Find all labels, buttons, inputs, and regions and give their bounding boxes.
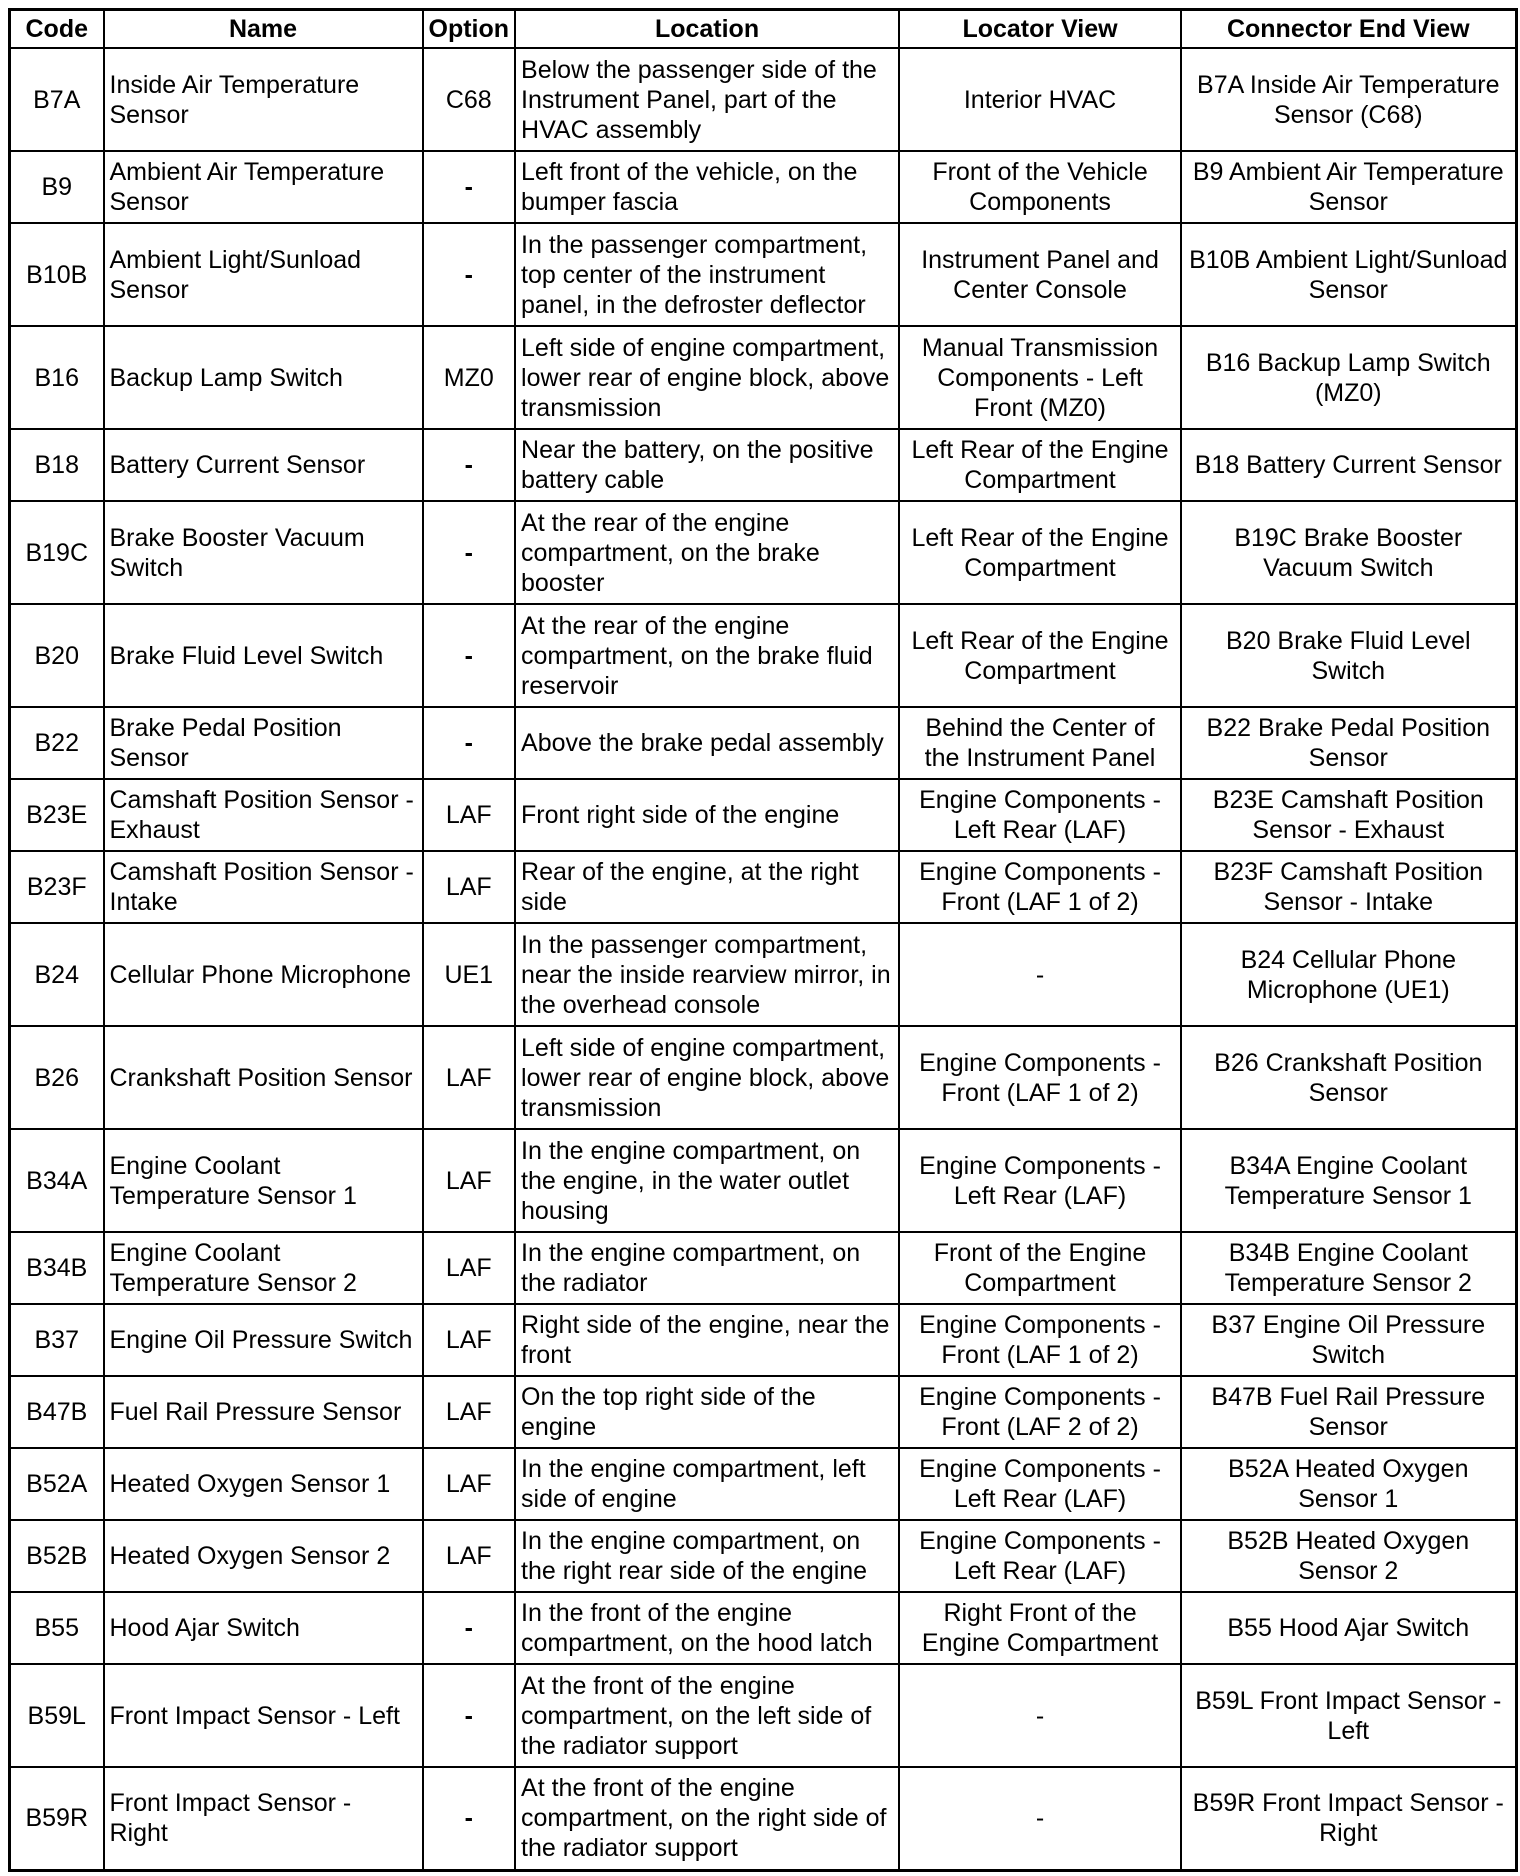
cell-code: B47B [10, 1376, 104, 1448]
cell-location: In the engine compartment, on the right rear side of the engine [515, 1520, 899, 1592]
cell-code: B52B [10, 1520, 104, 1592]
table-row [10, 1592, 1517, 1664]
header-name: Name [104, 10, 423, 49]
cell-location: At the rear of the engine compartment, on the brake fluid reservoir [515, 604, 899, 707]
cell-connector-end-view: B59R Front Impact Sensor - Right [1181, 1767, 1516, 1870]
cell-name: Camshaft Position Sensor - Exhaust [104, 779, 423, 851]
cell-connector-end-view: B34A Engine Coolant Temperature Sensor 1 [1181, 1129, 1516, 1232]
table-row [10, 1520, 1517, 1592]
cell-location: Below the passenger side of the Instrument Panel, part of the HVAC assembly [515, 48, 899, 151]
cell-location: In the passenger compartment, near the inside rearview mirror, in the overhead console [515, 923, 899, 1026]
cell-location: On the top right side of the engine [515, 1376, 899, 1448]
cell-connector-end-view: B52A Heated Oxygen Sensor 1 [1181, 1448, 1516, 1520]
table-row [10, 429, 1517, 501]
cell-location: Rear of the engine, at the right side [515, 851, 899, 923]
table-row [10, 223, 1517, 326]
cell-locator-view: Manual Transmission Components - Left Front (MZ0) [899, 326, 1181, 429]
cell-option: UE1 [423, 923, 516, 1026]
cell-location: In the engine compartment, on the radiator [515, 1232, 899, 1304]
cell-connector-end-view: B47B Fuel Rail Pressure Sensor [1181, 1376, 1516, 1448]
cell-option: LAF [423, 1520, 516, 1592]
cell-option: LAF [423, 1376, 516, 1448]
cell-location: In the front of the engine compartment, on the hood latch [515, 1592, 899, 1664]
table-row [10, 604, 1517, 707]
cell-locator-view: Engine Components - Front (LAF 1 of 2) [899, 1304, 1181, 1376]
table-row [10, 1026, 1517, 1129]
cell-name: Cellular Phone Microphone [104, 923, 423, 1026]
cell-option: - [423, 1664, 516, 1767]
cell-name: Hood Ajar Switch [104, 1592, 423, 1664]
header-option: Option [423, 10, 516, 49]
table-row [10, 1664, 1517, 1767]
cell-name: Camshaft Position Sensor - Intake [104, 851, 423, 923]
cell-name: Engine Coolant Temperature Sensor 1 [104, 1129, 423, 1232]
component-locator-table [8, 8, 1518, 1872]
cell-connector-end-view: B22 Brake Pedal Position Sensor [1181, 707, 1516, 779]
cell-code: B23E [10, 779, 104, 851]
cell-location: Near the battery, on the positive battery cable [515, 429, 899, 501]
cell-locator-view: Front of the Vehicle Components [899, 151, 1181, 223]
cell-connector-end-view: B18 Battery Current Sensor [1181, 429, 1516, 501]
cell-code: B7A [10, 48, 104, 151]
table-row [10, 1448, 1517, 1520]
cell-option: LAF [423, 1026, 516, 1129]
cell-option: LAF [423, 779, 516, 851]
cell-name: Inside Air Temperature Sensor [104, 48, 423, 151]
cell-locator-view: Right Front of the Engine Compartment [899, 1592, 1181, 1664]
cell-connector-end-view: B23E Camshaft Position Sensor - Exhaust [1181, 779, 1516, 851]
cell-location: Above the brake pedal assembly [515, 707, 899, 779]
cell-code: B18 [10, 429, 104, 501]
table-row [10, 151, 1517, 223]
cell-locator-view: Front of the Engine Compartment [899, 1232, 1181, 1304]
cell-location: Left side of engine compartment, lower rear of engine block, above transmission [515, 1026, 899, 1129]
cell-locator-view: Engine Components - Front (LAF 1 of 2) [899, 851, 1181, 923]
cell-code: B23F [10, 851, 104, 923]
cell-locator-view: Engine Components - Left Rear (LAF) [899, 1520, 1181, 1592]
cell-locator-view: Engine Components - Front (LAF 2 of 2) [899, 1376, 1181, 1448]
table-row [10, 1232, 1517, 1304]
cell-name: Backup Lamp Switch [104, 326, 423, 429]
cell-code: B9 [10, 151, 104, 223]
cell-code: B52A [10, 1448, 104, 1520]
table-row [10, 851, 1517, 923]
cell-location: Front right side of the engine [515, 779, 899, 851]
cell-location: In the engine compartment, left side of engine [515, 1448, 899, 1520]
cell-option: - [423, 223, 516, 326]
table-row [10, 326, 1517, 429]
cell-option: - [423, 604, 516, 707]
cell-location: At the front of the engine compartment, on the right side of the radiator support [515, 1767, 899, 1870]
cell-location: In the engine compartment, on the engine, in the water outlet housing [515, 1129, 899, 1232]
cell-locator-view: - [899, 923, 1181, 1026]
cell-connector-end-view: B55 Hood Ajar Switch [1181, 1592, 1516, 1664]
cell-locator-view: Interior HVAC [899, 48, 1181, 151]
cell-code: B24 [10, 923, 104, 1026]
cell-option: - [423, 1767, 516, 1870]
cell-locator-view: Left Rear of the Engine Compartment [899, 604, 1181, 707]
cell-connector-end-view: B52B Heated Oxygen Sensor 2 [1181, 1520, 1516, 1592]
cell-location: At the rear of the engine compartment, on the brake booster [515, 501, 899, 604]
table-row [10, 48, 1517, 151]
table-header-row [10, 10, 1517, 49]
cell-locator-view: Engine Components - Left Rear (LAF) [899, 1448, 1181, 1520]
header-location: Location [515, 10, 899, 49]
table-row [10, 1304, 1517, 1376]
cell-connector-end-view: B59L Front Impact Sensor - Left [1181, 1664, 1516, 1767]
cell-code: B19C [10, 501, 104, 604]
cell-location: In the passenger compartment, top center of the instrument panel, in the defroster deflector [515, 223, 899, 326]
cell-name: Ambient Light/Sunload Sensor [104, 223, 423, 326]
cell-location: Right side of the engine, near the front [515, 1304, 899, 1376]
cell-option: C68 [423, 48, 516, 151]
cell-location: At the front of the engine compartment, on the left side of the radiator support [515, 1664, 899, 1767]
cell-locator-view: Engine Components - Left Rear (LAF) [899, 779, 1181, 851]
cell-name: Fuel Rail Pressure Sensor [104, 1376, 423, 1448]
cell-locator-view: Left Rear of the Engine Compartment [899, 429, 1181, 501]
header-connector-end-view: Connector End View [1181, 10, 1516, 49]
cell-name: Heated Oxygen Sensor 1 [104, 1448, 423, 1520]
cell-locator-view: Left Rear of the Engine Compartment [899, 501, 1181, 604]
cell-option: - [423, 501, 516, 604]
table-row [10, 779, 1517, 851]
cell-option: LAF [423, 1304, 516, 1376]
cell-option: - [423, 151, 516, 223]
cell-locator-view: Engine Components - Front (LAF 1 of 2) [899, 1026, 1181, 1129]
cell-option: LAF [423, 1232, 516, 1304]
cell-connector-end-view: B23F Camshaft Position Sensor - Intake [1181, 851, 1516, 923]
cell-connector-end-view: B19C Brake Booster Vacuum Switch [1181, 501, 1516, 604]
cell-name: Front Impact Sensor - Right [104, 1767, 423, 1870]
cell-name: Battery Current Sensor [104, 429, 423, 501]
cell-name: Brake Booster Vacuum Switch [104, 501, 423, 604]
cell-connector-end-view: B9 Ambient Air Temperature Sensor [1181, 151, 1516, 223]
cell-code: B59R [10, 1767, 104, 1870]
cell-locator-view: Behind the Center of the Instrument Panel [899, 707, 1181, 779]
cell-code: B16 [10, 326, 104, 429]
cell-code: B59L [10, 1664, 104, 1767]
cell-name: Crankshaft Position Sensor [104, 1026, 423, 1129]
cell-code: B20 [10, 604, 104, 707]
cell-connector-end-view: B20 Brake Fluid Level Switch [1181, 604, 1516, 707]
cell-name: Front Impact Sensor - Left [104, 1664, 423, 1767]
cell-option: - [423, 429, 516, 501]
cell-name: Engine Coolant Temperature Sensor 2 [104, 1232, 423, 1304]
table-row [10, 1129, 1517, 1232]
cell-name: Brake Fluid Level Switch [104, 604, 423, 707]
component-locator-table-wrapper [8, 8, 1518, 1872]
cell-locator-view: - [899, 1664, 1181, 1767]
cell-locator-view: Instrument Panel and Center Console [899, 223, 1181, 326]
cell-name: Brake Pedal Position Sensor [104, 707, 423, 779]
cell-option: - [423, 707, 516, 779]
table-row [10, 1767, 1517, 1870]
cell-locator-view: - [899, 1767, 1181, 1870]
table-row [10, 707, 1517, 779]
cell-connector-end-view: B10B Ambient Light/Sunload Sensor [1181, 223, 1516, 326]
header-code: Code [10, 10, 104, 49]
cell-option: LAF [423, 1129, 516, 1232]
cell-name: Engine Oil Pressure Switch [104, 1304, 423, 1376]
cell-code: B10B [10, 223, 104, 326]
table-row [10, 923, 1517, 1026]
cell-option: - [423, 1592, 516, 1664]
cell-code: B55 [10, 1592, 104, 1664]
cell-code: B37 [10, 1304, 104, 1376]
cell-option: MZ0 [423, 326, 516, 429]
cell-location: Left side of engine compartment, lower rear of engine block, above transmission [515, 326, 899, 429]
cell-code: B22 [10, 707, 104, 779]
cell-name: Heated Oxygen Sensor 2 [104, 1520, 423, 1592]
table-row [10, 1376, 1517, 1448]
cell-code: B26 [10, 1026, 104, 1129]
cell-locator-view: Engine Components - Left Rear (LAF) [899, 1129, 1181, 1232]
cell-location: Left front of the vehicle, on the bumper fascia [515, 151, 899, 223]
cell-connector-end-view: B7A Inside Air Temperature Sensor (C68) [1181, 48, 1516, 151]
table-row [10, 501, 1517, 604]
cell-connector-end-view: B24 Cellular Phone Microphone (UE1) [1181, 923, 1516, 1026]
cell-connector-end-view: B34B Engine Coolant Temperature Sensor 2 [1181, 1232, 1516, 1304]
cell-connector-end-view: B37 Engine Oil Pressure Switch [1181, 1304, 1516, 1376]
cell-code: B34A [10, 1129, 104, 1232]
cell-option: LAF [423, 1448, 516, 1520]
header-locator-view: Locator View [899, 10, 1181, 49]
cell-name: Ambient Air Temperature Sensor [104, 151, 423, 223]
cell-option: LAF [423, 851, 516, 923]
cell-connector-end-view: B26 Crankshaft Position Sensor [1181, 1026, 1516, 1129]
cell-code: B34B [10, 1232, 104, 1304]
cell-connector-end-view: B16 Backup Lamp Switch (MZ0) [1181, 326, 1516, 429]
